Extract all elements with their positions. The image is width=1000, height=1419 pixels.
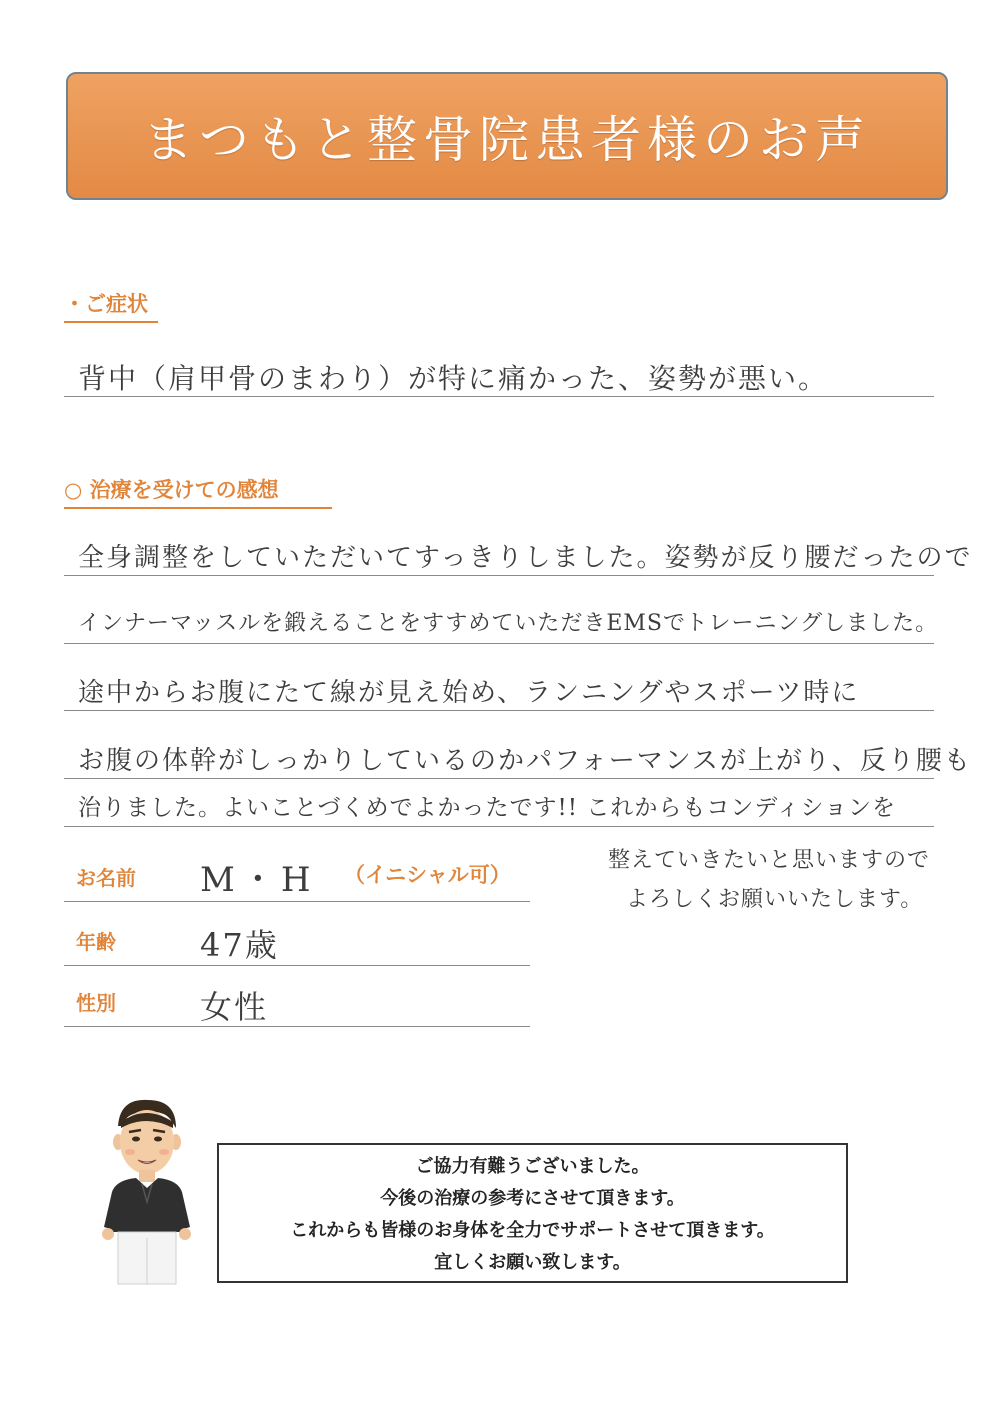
symptoms-label [64, 288, 148, 318]
symptoms-label-text: ・ご症状 [64, 292, 148, 316]
impression-rule-1 [64, 575, 934, 576]
age-label: 年齢 [76, 930, 116, 954]
symptoms-underline [64, 321, 158, 323]
impression-rule-3 [64, 710, 934, 711]
impression-line-6: 整えていきたいと思いますので [608, 848, 931, 873]
gender-label: 性別 [76, 991, 116, 1015]
thank-you-box [217, 1143, 848, 1283]
impression-rule-5 [64, 826, 934, 827]
symptoms-text: 背中（肩甲骨のまわり）が特に痛かった、姿勢が悪い。 [78, 362, 829, 395]
thanks-line-2: 今後の治療の参考にさせて頂きます。 [380, 1188, 685, 1209]
title-banner [66, 72, 948, 200]
impressions-label [64, 474, 279, 504]
gender-value: 女性 [200, 988, 269, 1026]
thanks-line-4: 宜しくお願い致します。 [434, 1252, 631, 1273]
age-value: 47歳 [200, 926, 279, 964]
initials-note: （イニシャル可） [344, 863, 511, 887]
impression-line-4: お腹の体幹がしっかりしているのかパフォーマンスが上がり、反り腰も [78, 746, 972, 776]
impression-line-7: よろしくお願いいたします。 [626, 887, 924, 912]
impression-rule-4 [64, 778, 934, 779]
impression-line-3: 途中からお腹にたて線が見え始め、ランニングやスポーツ時に [78, 678, 860, 708]
impressions-label-text: ○ 治療を受けての感想 [64, 478, 279, 502]
impression-line-5: 治りました。よいことづくめでよかったです!! これからもコンディションを [78, 795, 897, 821]
impression-line-1: 全身調整をしていただいてすっきりしました。姿勢が反り腰だったので [78, 543, 973, 573]
age-rule [64, 965, 530, 966]
page-title: まつもと整骨院患者様のお声 [143, 111, 871, 169]
name-rule [64, 901, 530, 902]
impressions-underline [64, 507, 332, 509]
staff-mascot-illustration [96, 1092, 196, 1292]
thanks-line-3: これからも皆様のお身体を全力でサポートさせて頂きます。 [290, 1220, 775, 1241]
thanks-line-1: ご協力有難うございました。 [415, 1156, 650, 1177]
name-label: お名前 [76, 866, 136, 890]
gender-rule [64, 1026, 530, 1027]
name-value: M・H [200, 860, 317, 900]
impression-line-2: インナーマッスルを鍛えることをすすめていただきEMSでトレーニングしました。 [78, 611, 939, 636]
symptoms-rule [64, 396, 934, 397]
impression-rule-2 [64, 643, 934, 644]
